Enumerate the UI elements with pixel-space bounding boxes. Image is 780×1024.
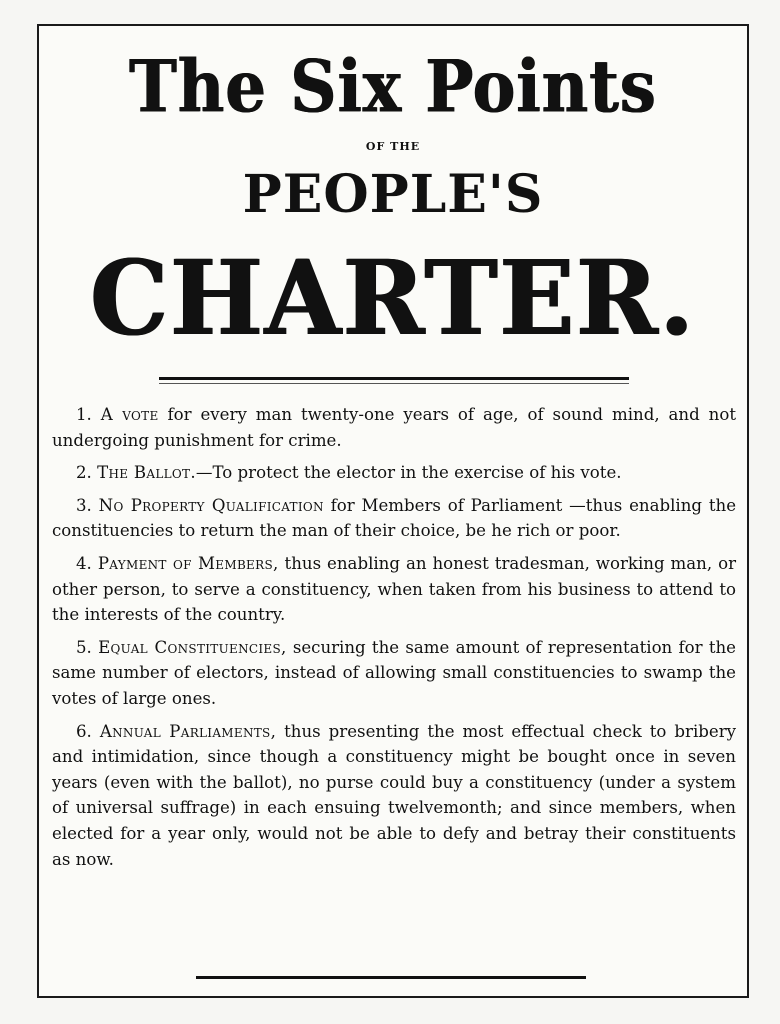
point-lead: Payment of Members, (97, 553, 279, 573)
point-lead: Equal Constituencies, (98, 637, 287, 657)
point-number: 4. (76, 553, 92, 573)
point-text: thus enabling an honest tradesman, working man, or other person, to serve a constituency, when taken from his business to attend to the interests of the country. (52, 553, 737, 625)
point-item-5 (52, 635, 736, 712)
top-divider-thin-rule (159, 383, 629, 384)
bottom-divider-rule (196, 976, 586, 979)
point-number: 6. (76, 721, 92, 741)
points-list (52, 402, 736, 879)
point-text: for every man twenty-one years of age, of sound mind, and not undergoing punishment for crime. (52, 405, 737, 450)
charter-poster (37, 24, 749, 998)
point-text: thus presenting the most effectual check to bribery and intimidation, since though a constituency might be bought once in seven years (even with the ballot), no purse could buy a constituency (under a system of universal suffrage) in each ensuing twelvemonth; and since members, when elected for a year only, would not be able to defy and betray their constituents as now. (52, 721, 736, 869)
point-item-1 (52, 402, 736, 453)
poster-title-charter: CHARTER. (90, 238, 696, 360)
point-text: —To protect the elector in the exercise of his vote. (195, 463, 622, 483)
point-number: 5. (76, 637, 92, 657)
point-lead: Annual Parliaments, (99, 721, 277, 741)
point-item-2 (52, 460, 736, 486)
point-number: 1. (76, 405, 92, 424)
point-lead: No Property Qualification (98, 495, 324, 515)
point-item-6 (52, 719, 736, 873)
point-lead: The Ballot. (97, 463, 196, 483)
point-text: for Members of Parliament —thus enabling the constituencies to return the man of their choice, be he rich or poor. (52, 495, 737, 541)
point-lead: A vote (100, 405, 159, 424)
poster-title-six-points: The Six Points (129, 45, 657, 130)
point-text: securing the same amount of representation for the same number of electors, instead of allowing small constituencies to swamp the votes of large ones. (52, 637, 736, 708)
point-item-3 (52, 493, 736, 544)
top-divider-rule (159, 377, 629, 380)
poster-title-peoples: PEOPLE'S (242, 164, 544, 225)
point-number: 3. (76, 495, 92, 515)
point-item-4 (52, 551, 736, 628)
poster-subtitle-of-the: OF THE (365, 140, 421, 153)
point-number: 2. (76, 463, 92, 483)
